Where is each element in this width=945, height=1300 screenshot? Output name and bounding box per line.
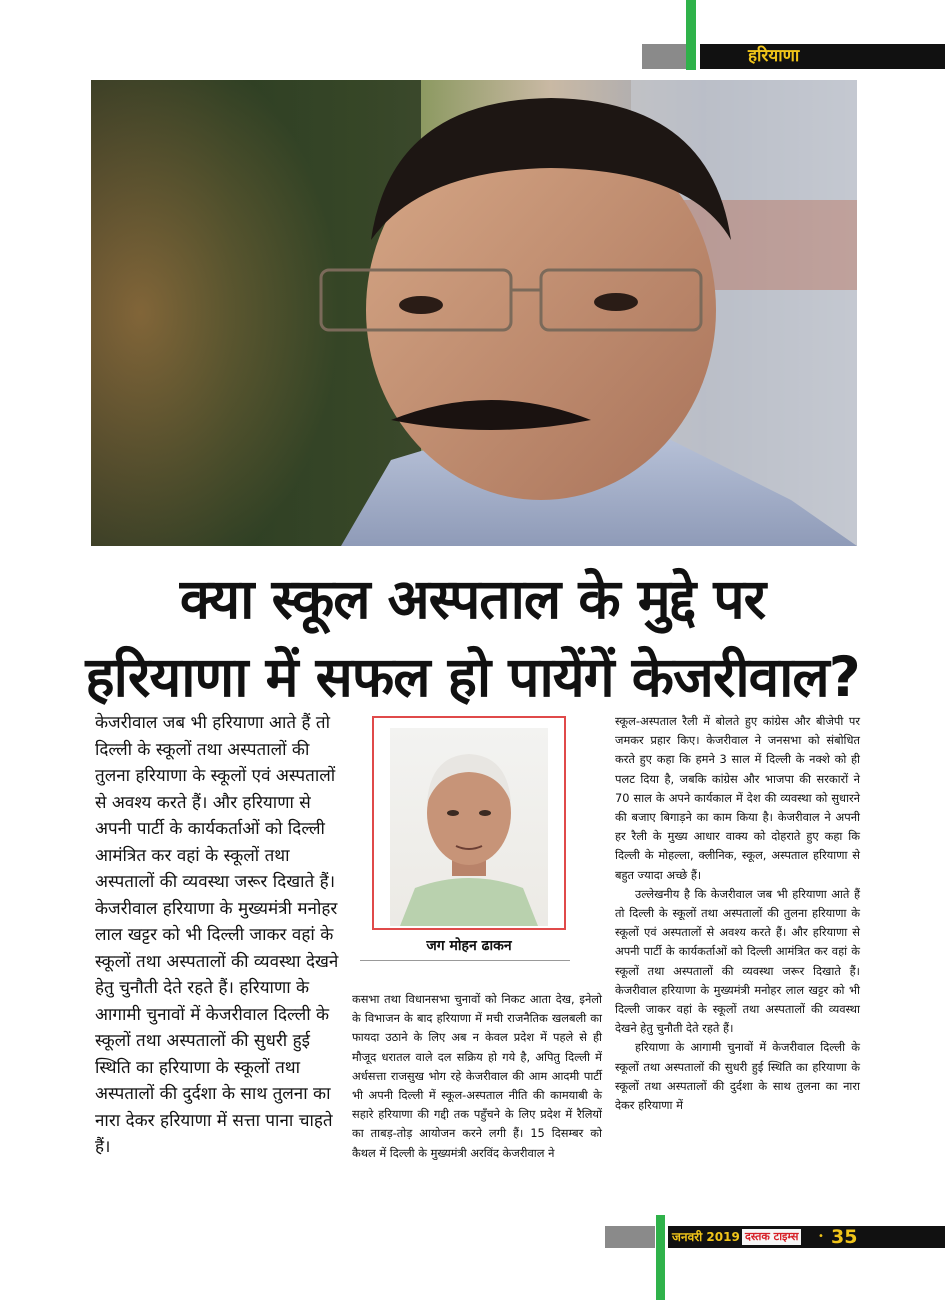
hero-photo (91, 80, 857, 546)
body-column-3 (615, 712, 860, 1115)
author-portrait (390, 728, 548, 926)
magazine-logo: दस्तक टाइम्स (742, 1229, 801, 1245)
headline-line-2: हरियाणा में सफल हो पायेंगें केजरीवाल? (85, 645, 860, 709)
footer-grey-block (605, 1226, 655, 1248)
portrait-illustration (91, 80, 857, 546)
intro-column: केजरीवाल जब भी हरियाणा आते हैं तो दिल्ली के स्कूलों तथा अस्पतालों की तुलना हरियाणा के स्कूलों एवं अस्पतालों से अवश्य करते हैं। और हरियाणा से अपनी पार्टी के कार्यकर्ताओं को दिल्ली आमंत्रित कर वहां के स्कूलों तथा अस्पतालों की व्यवस्था जरूर दिखाते हैं। केजरीवाल हरियाणा के मुख्यमंत्री मनोहर लाल खट्टर को भी दिल्ली जाकर वहां के स्कूलों तथा अस्पतालों की व्यवस्था देखने हेतु चुनौती देते रहते हैं। हरियाणा के आगामी चुनावों में केजरीवाल दिल्ली के स्कूलों तथा अस्पतालों की सुधरी हुई स्थिति का हरियाणा के स्कूलों तथा अस्पतालों की दुर्दशा के साथ तुलना का नारा देकर हरियाणा में सत्ता पाना चाहते हैं। (95, 713, 339, 1157)
headline (40, 560, 905, 716)
footer-bullet: • (818, 1231, 824, 1242)
paragraph: उल्लेखनीय है कि केजरीवाल जब भी हरियाणा आते हैं तो दिल्ली के स्कूलों तथा अस्पतालों की तुलना हरियाणा के स्कूलों एवं अस्पतालों से अवश्य करते हैं। और हरियाणा से अपनी पार्टी के कार्यकर्ताओं को दिल्ली आमंत्रित कर वहां के स्कूलों तथा अस्पतालों की व्यवस्था जरूर दिखाते हैं। केजरीवाल हरियाणा के मुख्यमंत्री मनोहर लाल खट्टर को भी दिल्ली जाकर वहां के स्कूलों तथा अस्पतालों की व्यवस्था देखने हेतु चुनौती देते रहते हैं। (615, 886, 860, 1036)
headline-line-1: क्या स्कूल अस्पताल के मुद्दे पर (179, 567, 766, 631)
footer-date: जनवरी 2019 (672, 1230, 740, 1244)
section-label: हरियाणा (748, 46, 800, 66)
body-column-2: कसभा तथा विधानसभा चुनावों को निकट आता देख, इनेलो के विभाजन के बाद हरियाणा में मची राजनैतिक खलबली का फायदा उठाने के लिए अब न केवल प्रदेश में पहले से ही मौजूद धरातल वाले दल सक्रिय हो गये है, अपितु दिल्ली में अर्धसत्ता राजसुख भोग रहे केजरीवाल की आम आदमी पार्टी भी अपनी दिल्ली में स्कूल-अस्पताल नीति की कामयाबी के सहारे हरियाणा की गद्दी तक पहुँचने के लिए प्रदेश में रैलियों का ताबड़-तोड़ आयोजन करने लगी हैं। 15 दिसम्बर को कैथल में दिल्ली के मुख्यमंत्री अरविंद केजरीवाल ने (352, 992, 602, 1160)
author-photo (390, 728, 548, 926)
author-divider (360, 960, 570, 961)
page-number: 35 (831, 1226, 858, 1248)
author-name: जग मोहन ढाकन (426, 938, 512, 954)
top-green-bar (686, 0, 696, 70)
top-grey-block (642, 44, 686, 69)
footer-green-bar (656, 1215, 665, 1300)
paragraph: स्कूल-अस्पताल रैली में बोलते हुए कांग्रेस और बीजेपी पर जमकर प्रहार किए। केजरीवाल ने जनसभा को संबोधित करते हुए कहा कि हमने 3 साल में दिल्ली के नक्शे को ही पलट दिया है, जबकि कांग्रेस और भाजपा की सरकारों ने 70 साल के अपने कार्यकाल में देश की व्यवस्था को सुधारने की बजाए बिगाड़ने का काम किया है। केजरीवाल ने अपनी हर रैली के मुख्य आधार वाक्य को दोहराते हुए कहा कि दिल्ली के मोहल्ला, क्लीनिक, स्कूल, अस्पताल हरियाणा से बहुत ज्यादा अच्छे हैं। (615, 714, 860, 882)
paragraph: हरियाणा के आगामी चुनावों में केजरीवाल दिल्ली के स्कूलों तथा अस्पतालों की सुधरी हुई स्थिति का हरियाणा के स्कूलों तथा अस्पतालों की दुर्दशा के साथ तुलना का नारा देकर हरियाणा में (615, 1040, 860, 1113)
